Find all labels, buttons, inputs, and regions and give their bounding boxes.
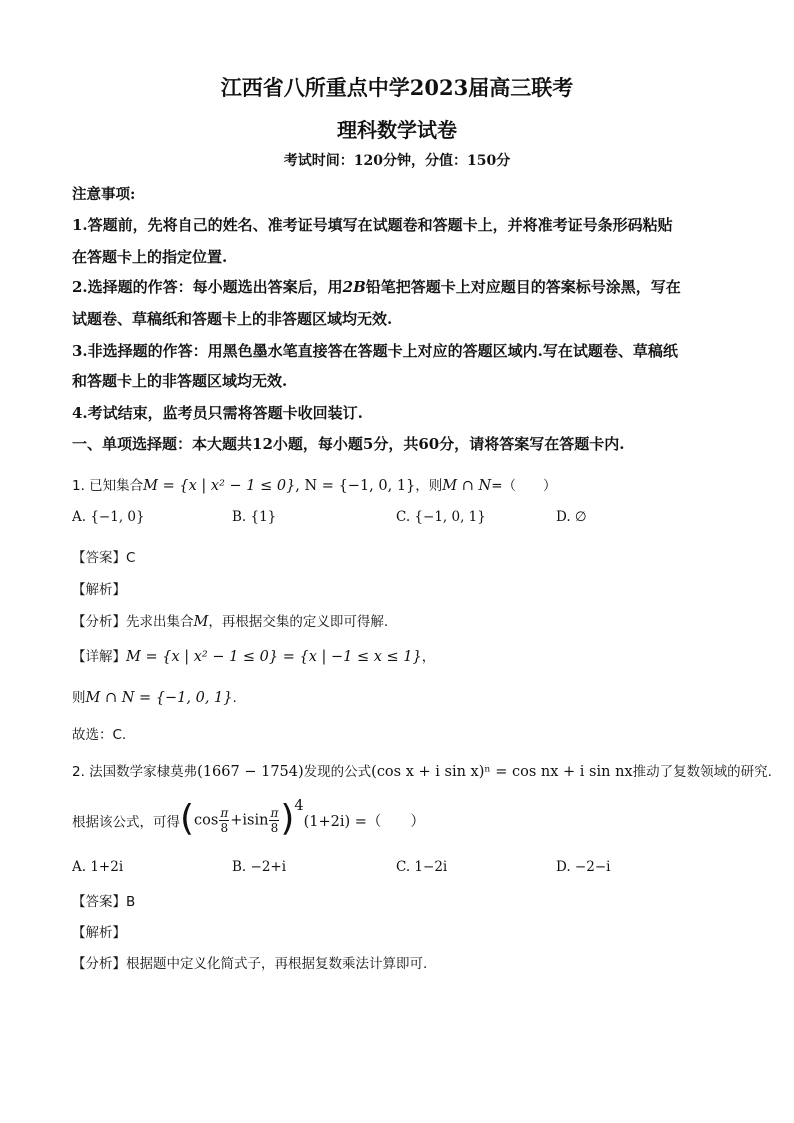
q1-fenxi: 【分析】先求出集合M，再根据交集的定义即可得解.	[72, 614, 389, 630]
note-3-line-2: 和答题卡上的非答题区域均无效.	[72, 372, 288, 390]
set-m-definition: M = {x | x² − 1 ≤ 0}	[143, 478, 296, 494]
exam-subtitle: 理科数学试卷	[337, 118, 457, 142]
note-4: 4.考试结束，监考员只需将答题卡收回装订.	[72, 404, 363, 422]
q1-analysis-label: 【解析】	[72, 582, 126, 598]
q1-option-c[interactable]: C. {−1, 0, 1}	[396, 509, 486, 525]
q2-option-c[interactable]: C. 1−2i	[396, 859, 448, 875]
notes-heading: 注意事项:	[72, 186, 136, 203]
q1-option-d[interactable]: D. ∅	[556, 509, 587, 525]
q1-choose: 故选：C.	[72, 727, 127, 743]
exam-title: 江西省八所重点中学2023届高三联考	[220, 75, 574, 100]
years-expression: (1667 − 1754)	[197, 764, 304, 780]
pi-over-8-fraction-2: $\frac{\pi}{8}$	[270, 806, 279, 835]
question-2-stem-line-2: 根据该公式，可得(cos $\frac{\pi}{8}$ +isin $\frac{\pi}{8}$ )$^4$(1+2i) =（ ）	[72, 798, 425, 839]
q1-intersection: 则M ∩ N = {−1, 0, 1}.	[72, 690, 237, 706]
q2-answer: 【答案】B	[72, 894, 136, 910]
question-1-stem: 1. 已知集合M = {x | x² − 1 ≤ 0}, N = {−1, 0, 1}，则M ∩ N=（ ）	[72, 478, 557, 494]
q2-option-d[interactable]: D. −2−i	[556, 859, 611, 875]
section-1-heading: 一、单项选择题：本大题共12小题，每小题5分，共60分，请将答案写在答题卡内.	[72, 435, 625, 453]
q2-option-a[interactable]: A. 1+2i	[72, 859, 124, 875]
de-moivre-formula: (cos x + i sin x)ⁿ = cos nx + i sin nx	[371, 764, 633, 780]
q2-analysis-label: 【解析】	[72, 925, 126, 941]
pi-over-8-fraction: $\frac{\pi}{8}$	[220, 806, 229, 835]
note-2-line-1: 2.选择题的作答：每小题选出答案后，用2B铅笔把答题卡上对应题目的答案标号涂黑，写在	[72, 278, 681, 296]
set-n-definition: , N = {−1, 0, 1}	[295, 478, 416, 494]
note-2-line-2: 试题卷、草稿纸和答题卡上的非答题区域均无效.	[72, 310, 393, 328]
exam-info: 考试时间：120分钟，分值：150分	[283, 153, 511, 169]
note-1-line-2: 在答题卡上的指定位置.	[72, 248, 228, 266]
note-3-line-1: 3.非选择题的作答：用黑色墨水笔直接答在答题卡上对应的答题区域内.写在试题卷、草稿纸	[72, 342, 678, 360]
q2-option-b[interactable]: B. −2+i	[232, 859, 287, 875]
q1-answer: 【答案】C	[72, 550, 136, 566]
q1-option-a[interactable]: A. {−1, 0}	[72, 509, 145, 525]
question-2-stem-line-1: 2. 法国数学家棣莫弗(1667 − 1754)发现的公式(cos x + i sin x)ⁿ = cos nx + i sin nx推动了复数领域的研究.	[72, 764, 772, 780]
q1-detail: 【详解】M = {x | x² − 1 ≤ 0} = {x | −1 ≤ x ≤ 1}，	[72, 649, 436, 665]
q2-fenxi: 【分析】根据题中定义化简式子，再根据复数乘法计算即可.	[72, 956, 428, 972]
q1-option-b[interactable]: B. {1}	[232, 509, 277, 525]
note-1-line-1: 1.答题前，先将自己的姓名、准考证号填写在试题卷和答题卡上，并将准考证号条形码粘贴	[72, 216, 673, 234]
